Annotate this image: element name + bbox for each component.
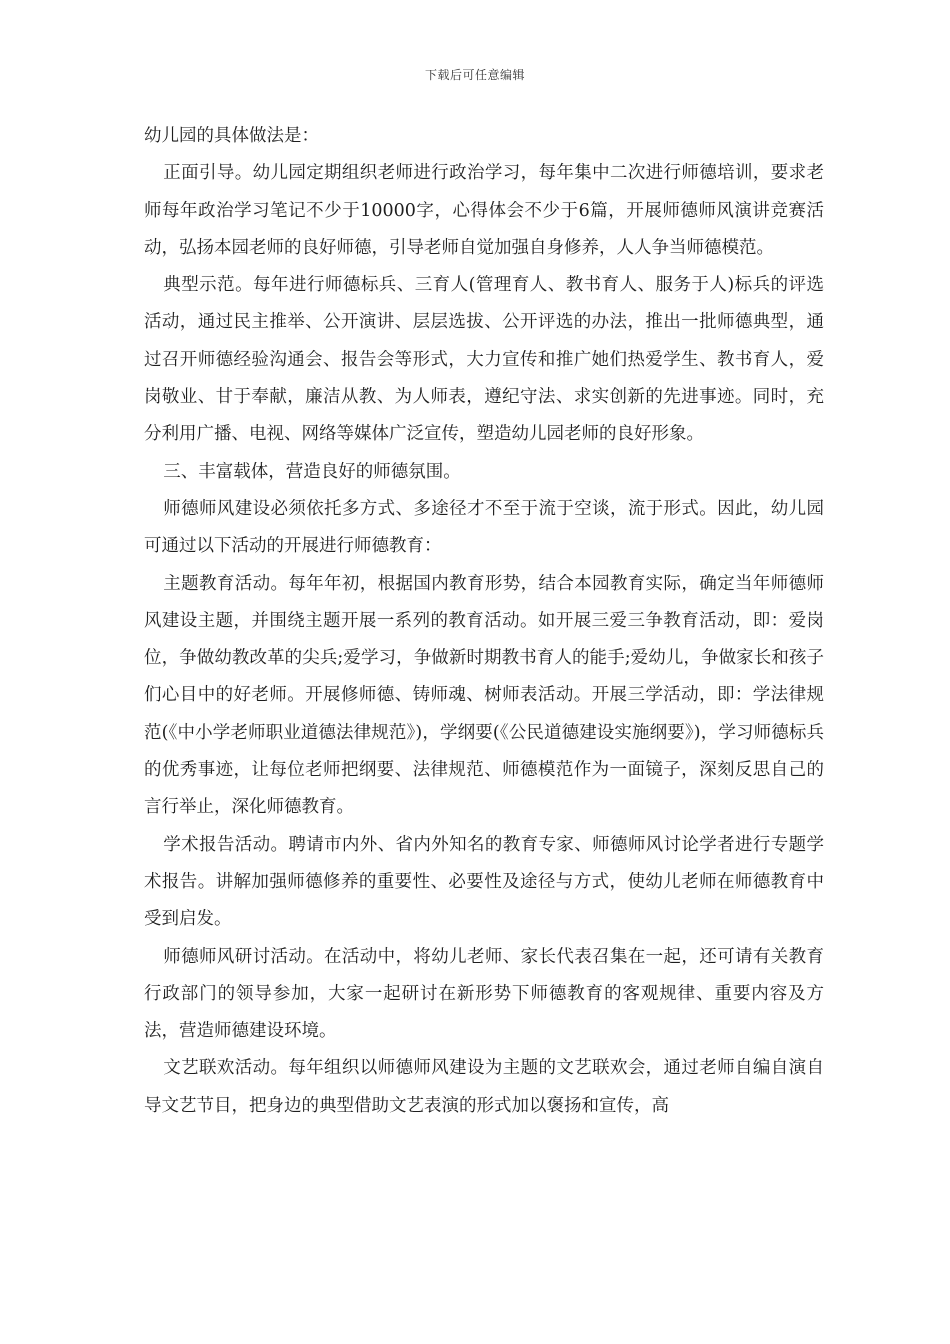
paragraph-academic-reports: 学术报告活动。聘请市内外、省内外知名的教育专家、师德师风讨论学者进行专题学术报告。讲解加强师德修养的重要性、必要性及途径与方式，使幼儿老师在师德教育中受到启发。 [144, 834, 824, 930]
paragraph-intro: 幼儿园的具体做法是： [144, 126, 319, 146]
paragraph-positive-guidance: 正面引导。幼儿园定期组织老师进行政治学习，每年集中二次进行师德培训，要求老师每年政治学习笔记不少于10000字，心得体会不少于6篇，开展师德师风演讲竞赛活动，弘扬本园老师的良好师德，引导老师自觉加强自身修养，人人争当师德模范。 [144, 163, 824, 258]
document-body [144, 118, 824, 1125]
section-heading-3: 三、丰富载体，营造良好的师德氛围。 [163, 461, 461, 482]
paragraph-theme-activities: 主题教育活动。每年年初，根据国内教育形势，结合本园教育实际，确定当年师德师风建设主题，并围绕主题开展一系列的教育活动。如开展三爱三争教育活动，即：爱岗位，争做幼教改革的尖兵;爱学习，争做新时期教书育人的能手;爱幼儿，争做家长和孩子们心目中的好老师。开展修师德、铸师魂、树师表活动。开展三学活动，即：学法律规范(《中小学老师职业道德法律规范》)，学纲要(《公民道德建设实施纲要》)，学习师德标兵的优秀事迹，让每位老师把纲要、法律规范、师德模范作为一面镜子，深刻反思自己的言行举止，深化师德教育。 [144, 573, 824, 818]
header-note: 下载后可任意编辑 [424, 68, 525, 82]
paragraph-seminar-activities: 师德师风研讨活动。在活动中，将幼儿老师、家长代表召集在一起，还可请有关教育行政部门的领导参加，大家一起研讨在新形势下师德教育的客观规律、重要内容及方法，营造师德建设环境。 [144, 946, 824, 1042]
paragraph-art-gala: 文艺联欢活动。每年组织以师德师风建设为主题的文艺联欢会，通过老师自编自演自导文艺节目，把身边的典型借助文艺表演的形式加以褒扬和宣传，高 [144, 1058, 824, 1116]
paragraph-multi-approach: 师德师风建设必须依托多方式、多途径才不至于流于空谈，流于形式。因此，幼儿园可通过以下活动的开展进行师德教育： [144, 498, 824, 557]
paragraph-typical-example: 典型示范。每年进行师德标兵、三育人(管理育人、教书育人、服务于人)标兵的评选活动，通过民主推举、公开演讲、层层选拔、公开评选的办法，推出一批师德典型，通过召开师德经验沟通会、报告会等形式，大力宣传和推广她们热爱学生、教书育人，爱岗敬业、甘于奉献，廉洁从教、为人师表，遵纪守法、求实创新的先进事迹。同时，充分利用广播、电视、网络等媒体广泛宣传，塑造幼儿园老师的良好形象。 [144, 275, 824, 445]
